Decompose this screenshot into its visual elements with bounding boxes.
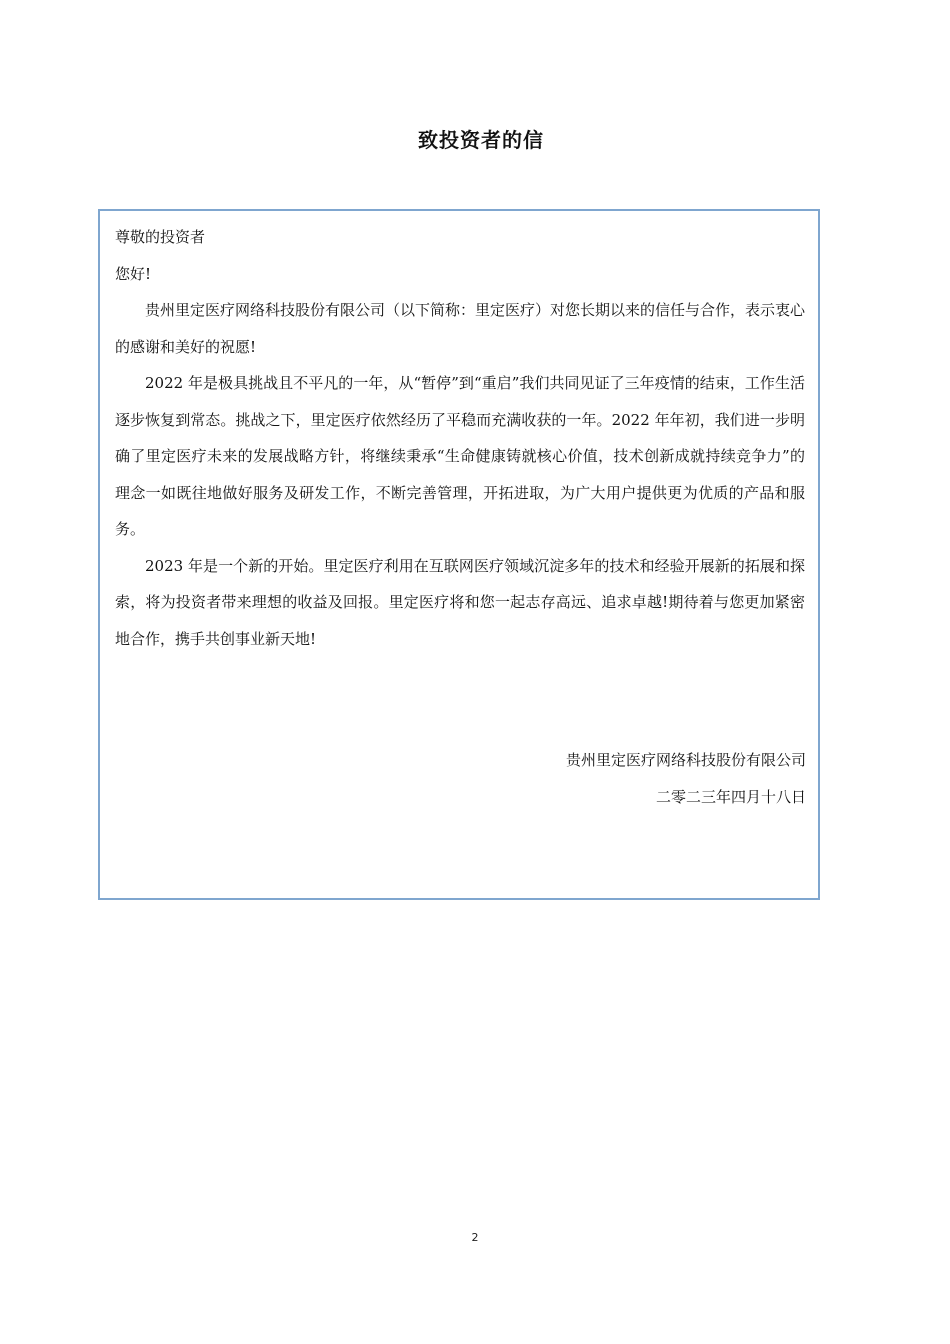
signature-date: 二零二三年四月十八日: [655, 787, 806, 806]
letter-greeting: 您好!: [115, 264, 152, 283]
page-title: 致投资者的信: [418, 128, 544, 152]
letter-body: [115, 219, 805, 657]
page-number: 2: [471, 1231, 479, 1244]
letter-box: [98, 209, 820, 900]
signature-company: 贵州里定医疗网络科技股份有限公司: [565, 751, 806, 769]
letter-paragraph-2: 2022 年是极具挑战且不平凡的一年，从“暂停”到“重启”我们共同见证了三年疫情的结束，工作生活逐步恢复到常态。挑战之下，里定医疗依然经历了平稳而充满收获的一年。2022 年年初，我们进一步明确了里定医疗未来的发展战略方针，将继续秉承“生命健康铸就核心价值，技术创新成就持续竞争力”的理念一如既往地做好服务及研发工作，不断完善管理，开拓进取，为广大用户提供更为优质的产品和服务。: [115, 374, 805, 538]
letter-signature: [566, 742, 806, 815]
letter-paragraph-3: 2023 年是一个新的开始。里定医疗利用在互联网医疗领域沉淀多年的技术和经验开展新的拓展和探索，将为投资者带来理想的收益及回报。里定医疗将和您一起志存高远、追求卓越!期待着与您更加紧密地合作，携手共创事业新天地!: [115, 556, 805, 648]
letter-paragraph-1: 贵州里定医疗网络科技股份有限公司（以下简称：里定医疗）对您长期以来的信任与合作，表示衷心的感谢和美好的祝愿!: [115, 301, 806, 356]
letter-salutation: 尊敬的投资者: [115, 228, 206, 246]
